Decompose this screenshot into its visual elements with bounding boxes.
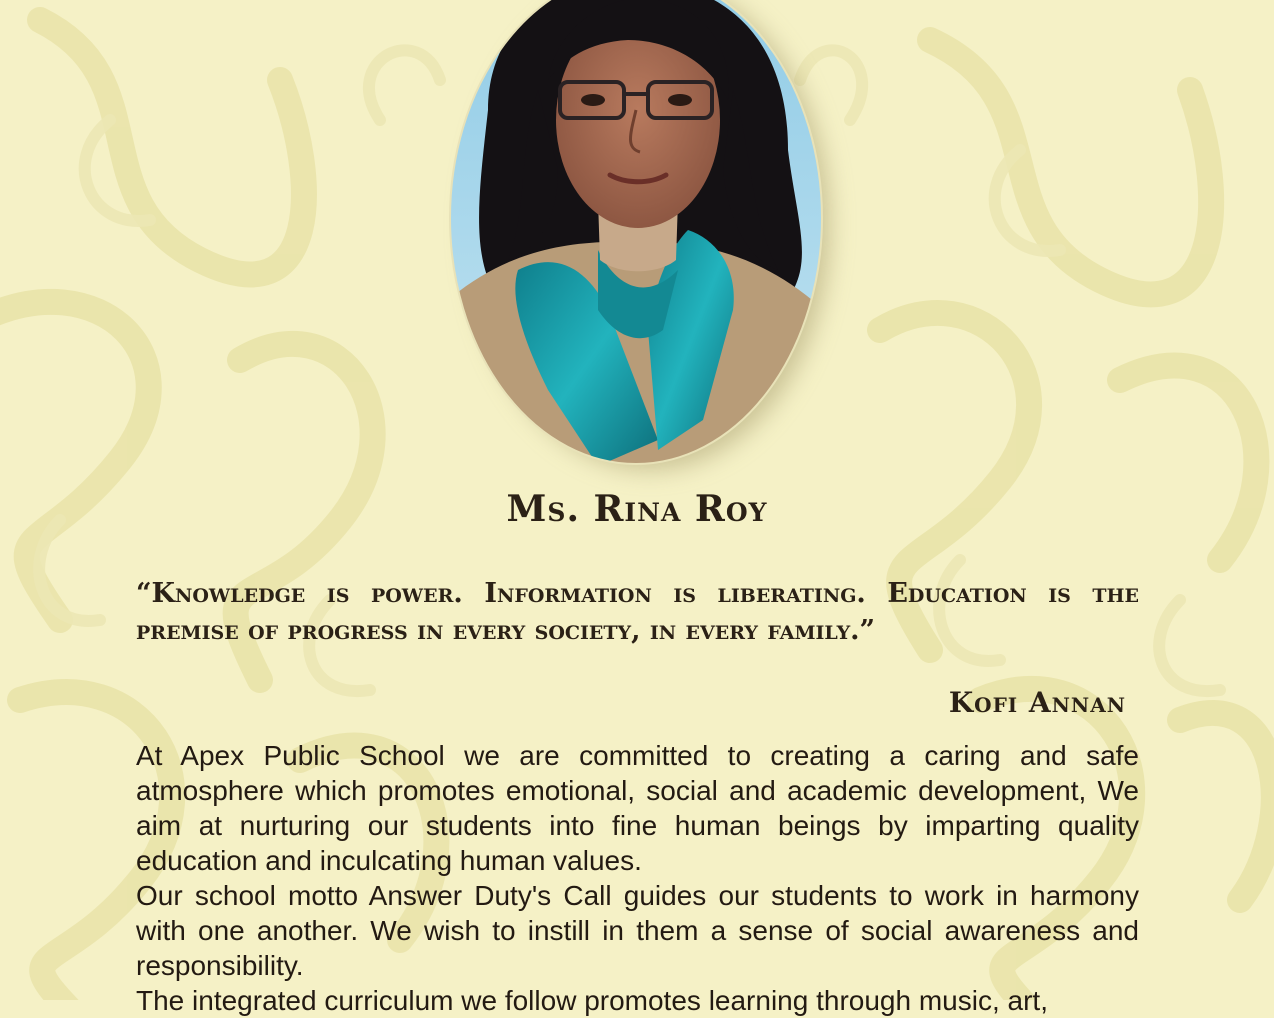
quote-text: “Knowledge is power. Information is liberating. Education is the premise of progress in every society, in every family.” — [136, 578, 1139, 646]
principal-message — [136, 738, 1139, 1018]
message-paragraph: At Apex Public School we are committed to creating a caring and safe atmosphere which promotes emotional, social and academic development, We aim at nurturing our students into fine human beings by imparting quality education and inculcating human values. — [136, 740, 1139, 876]
quote-author: Kofi Annan — [948, 686, 1126, 719]
principal-name: Ms. Rina Roy — [506, 488, 768, 530]
message-paragraph: The integrated curriculum we follow promotes learning through music, art, — [136, 985, 1048, 1016]
principal-portrait — [448, 0, 828, 468]
portrait-photo — [448, 0, 824, 466]
message-paragraph: Our school motto Answer Duty's Call guides our students to work in harmony with one another. We wish to instill in them a sense of social awareness and responsibility. — [136, 880, 1139, 981]
